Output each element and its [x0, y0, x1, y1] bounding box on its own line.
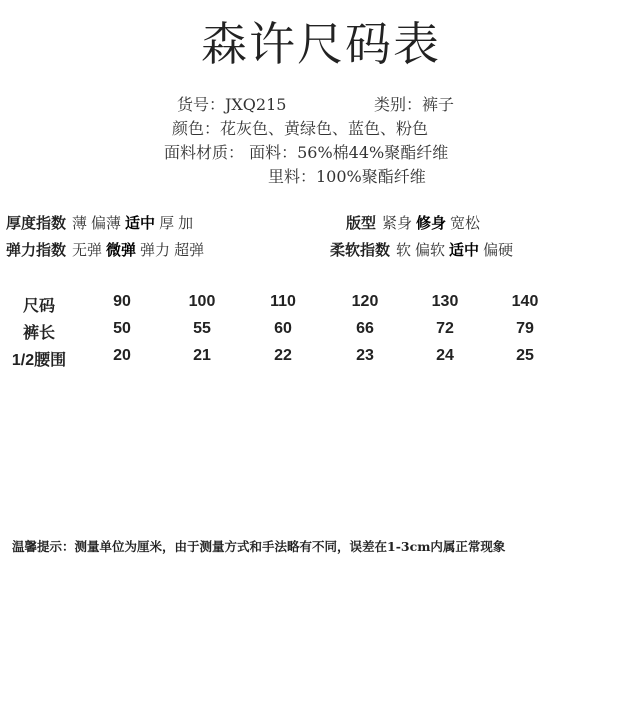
- size-cell: 55: [193, 320, 211, 337]
- elasticity-option: 弹力: [140, 242, 171, 259]
- size-cell: 79: [516, 320, 534, 337]
- fit-option: 紧身: [382, 215, 413, 232]
- category: 类别：裤子: [374, 95, 455, 114]
- measurement-note: 温馨提示：测量单位为厘米，由于测量方式和手法略有不同，误差在1-3cm内属正常现象: [12, 539, 506, 554]
- size-row-label: 裤长: [22, 325, 55, 342]
- size-cell: 130: [431, 293, 459, 310]
- size-cell: 50: [113, 320, 131, 337]
- size-cell: 60: [274, 320, 292, 337]
- size-cell: 23: [356, 347, 374, 364]
- size-cell: 25: [516, 347, 534, 364]
- elasticity-option: 无弹: [72, 242, 103, 259]
- size-cell: 90: [113, 293, 131, 310]
- fit-option: 宽松: [450, 215, 481, 232]
- fit-option: 修身: [416, 215, 447, 232]
- size-cell: 100: [188, 293, 216, 310]
- item-number: 货号：JXQ215: [177, 95, 287, 114]
- size-cell: 24: [436, 347, 454, 364]
- size-cell: 110: [270, 293, 296, 310]
- softness-option: 软: [396, 242, 412, 259]
- softness-option: 适中: [449, 242, 480, 259]
- size-cell: 72: [436, 320, 454, 337]
- size-cell: 21: [193, 347, 211, 364]
- size-cell: 140: [511, 293, 539, 310]
- size-row-label: 尺码: [22, 298, 55, 315]
- elasticity-option: 超弹: [174, 242, 205, 259]
- size-row-label: 1/2腰围: [11, 352, 67, 369]
- material-face: 面料材质： 面料：56%棉44%聚酯纤维: [164, 143, 449, 162]
- size-cell: 20: [113, 347, 131, 364]
- softness-option: 偏硬: [483, 242, 514, 259]
- thickness-label: 厚度指数: [6, 215, 67, 232]
- size-cell: 22: [274, 347, 292, 364]
- elasticity-label: 弹力指数: [6, 242, 67, 259]
- thickness-option: 适中: [125, 215, 156, 232]
- softness-option: 偏软: [415, 242, 446, 259]
- thickness-option: 偏薄: [91, 215, 122, 232]
- page-title: 森许尺码表: [201, 17, 441, 71]
- material-lining: 里料：100%聚酯纤维: [268, 167, 426, 186]
- thickness-option: 厚: [159, 215, 175, 232]
- thickness-option: 加: [178, 215, 194, 232]
- fit-label: 版型: [346, 215, 377, 232]
- size-cell: 66: [356, 320, 374, 337]
- colors: 颜色：花灰色、黄绿色、蓝色、粉色: [172, 119, 429, 138]
- thickness-option: 薄: [72, 215, 88, 232]
- elasticity-option: 微弹: [106, 242, 137, 259]
- size-cell: 120: [351, 293, 379, 310]
- softness-label: 柔软指数: [330, 242, 391, 259]
